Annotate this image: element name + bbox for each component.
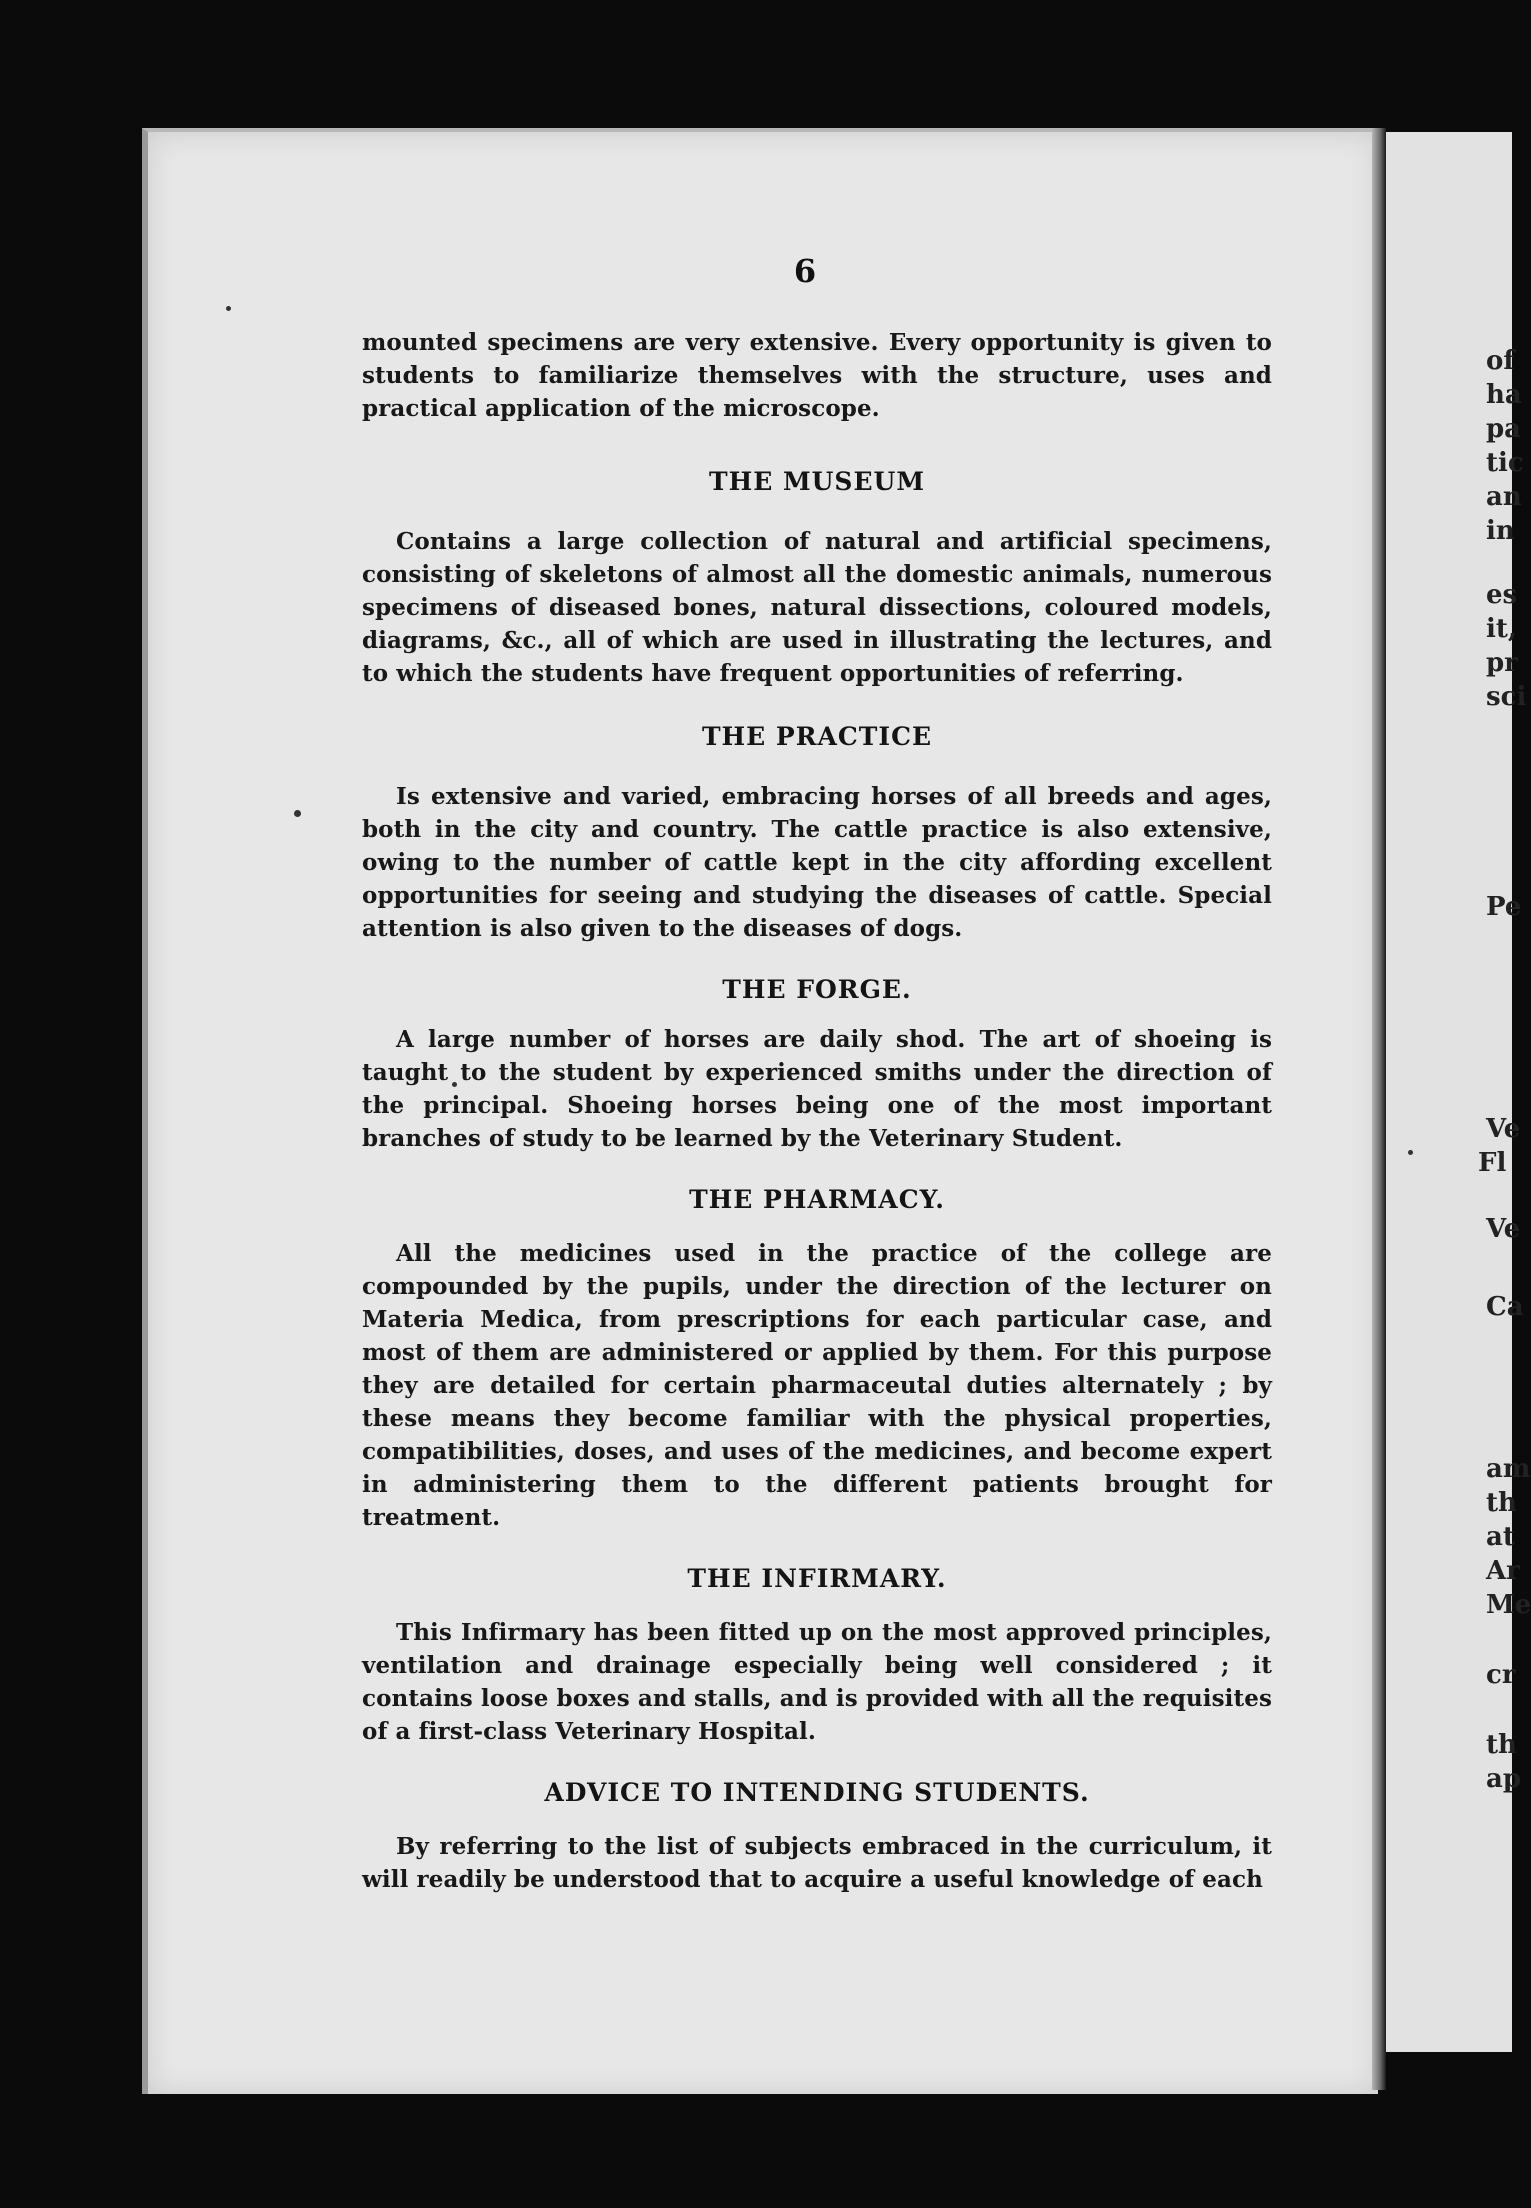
section-body-pharmacy: All the medicines used in the practice of the college are compounded by the pupils, under the direction of the lecturer on Materia Medica, from prescriptions for each particular case, and most of them are administered or applied by them. For this purpose they are detailed for certain pharmaceutal duties alternately ; by these means they become familiar with the physical properties, compatibilities, doses, and uses of the medicines, and become expert in administering them to the different patients brought for treatment.	[362, 1240, 1272, 1531]
facing-page-fragment: Fl	[1478, 1148, 1507, 1178]
section-heading-infirmary: THE INFIRMARY.	[687, 1564, 947, 1593]
page-gutter	[1372, 128, 1386, 2090]
section-heading-advice: ADVICE TO INTENDING STUDENTS.	[544, 1778, 1090, 1807]
section-heading-museum: THE MUSEUM	[708, 467, 926, 496]
facing-page-fragment: Ca	[1486, 1292, 1524, 1322]
page-number: 6	[793, 252, 817, 290]
facing-page-fragment: ap	[1486, 1764, 1522, 1794]
facing-page-fragment: th	[1486, 1488, 1517, 1518]
facing-page-fragment: th	[1486, 1730, 1517, 1760]
section-body-advice: By referring to the list of subjects embraced in the curriculum, it will readily be understood that to acquire a useful knowledge of each	[362, 1833, 1272, 1893]
facing-page-fragment: am	[1486, 1454, 1531, 1484]
section-heading-pharmacy: THE PHARMACY.	[689, 1185, 945, 1214]
section-heading-practice: THE PRACTICE	[701, 722, 933, 751]
section-body-infirmary: This Infirmary has been fitted up on the most approved principles, ventilation and drainage especially being well considered ; it contains loose boxes and stalls, and is provided with all the requisites of a first-class Veterinary Hospital.	[362, 1619, 1272, 1745]
facing-page-edge	[1386, 132, 1531, 2052]
facing-page-fragment: of	[1486, 346, 1515, 376]
section-body-forge: A large number of horses are daily shod. The art of shoeing is taught to the student by experienced smiths under the direction of the principal. Shoeing horses being one of the most important branches of study to be learned by the Veterinary Student.	[362, 1026, 1272, 1152]
facing-page-fragment: in	[1486, 516, 1515, 546]
scan-speck	[1408, 1150, 1413, 1155]
facing-page-fragment: it,	[1486, 614, 1517, 644]
facing-page-fragment: sci	[1486, 682, 1527, 712]
facing-page-fragment: es	[1486, 580, 1518, 610]
facing-page-fragment: cr	[1486, 1660, 1516, 1690]
facing-page-fragment: ha	[1486, 380, 1522, 410]
facing-page-fragment: pr	[1486, 648, 1518, 678]
page-content	[362, 246, 1272, 1896]
scan-speck	[294, 810, 301, 817]
facing-page-fragment: Ve	[1486, 1114, 1521, 1144]
intro-paragraph: mounted specimens are very extensive. Every opportunity is given to students to familiarize themselves with the structure, uses and practical application of the microscope.	[362, 329, 1272, 422]
facing-page-fragment: at	[1486, 1522, 1515, 1552]
section-heading-forge: THE FORGE.	[722, 975, 912, 1004]
facing-page-fragment: Me	[1486, 1590, 1531, 1620]
facing-page-fragment: tic	[1486, 448, 1524, 478]
section-body-practice: Is extensive and varied, embracing horses of all breeds and ages, both in the city and country. The cattle practice is also extensive, owing to the number of cattle kept in the city affording excellent opportunities for seeing and studying the diseases of cattle. Special attention is also given to the diseases of dogs.	[362, 783, 1272, 942]
section-body-museum: Contains a large collection of natural and artificial specimens, consisting of skeletons of almost all the domestic animals, numerous specimens of diseased bones, natural dissections, coloured models, diagrams, &c., all of which are used in illustrating the lectures, and to which the students have frequent opportunities of referring.	[362, 528, 1272, 687]
facing-page-fragment: Pe	[1486, 892, 1522, 922]
facing-page-fragment: an	[1486, 482, 1522, 512]
scan-speck	[226, 306, 231, 311]
facing-page-fragment: Ve	[1486, 1214, 1521, 1244]
facing-page-fragment: Ar	[1486, 1556, 1520, 1586]
facing-page-fragment: pa	[1486, 414, 1522, 444]
